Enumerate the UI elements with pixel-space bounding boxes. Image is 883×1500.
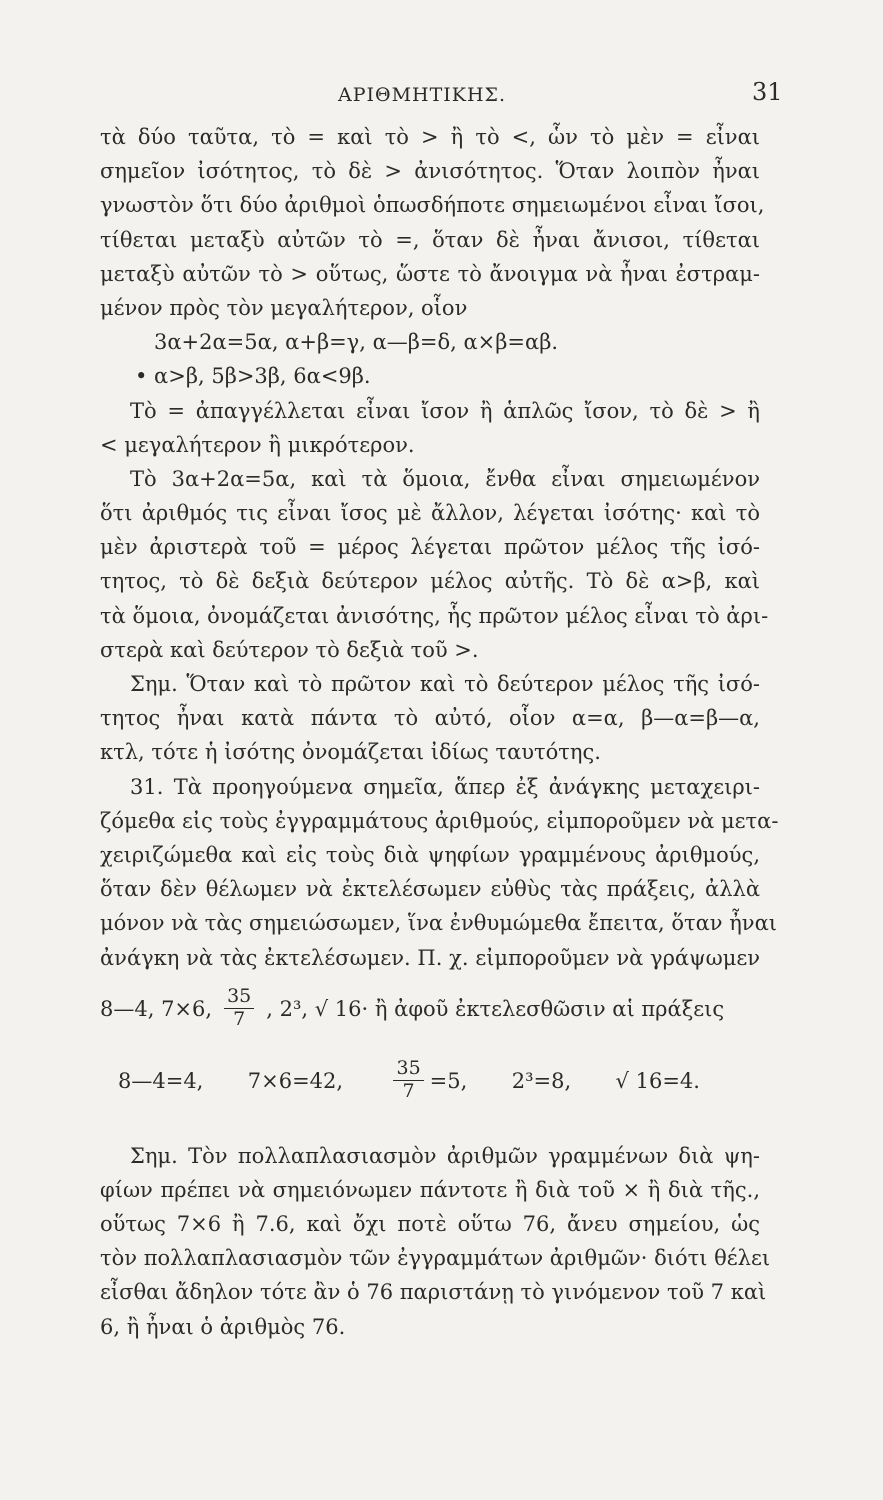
formula-line: 3α+2α=5α, α+β=γ, α—β=δ, α×β=αβ. — [154, 330, 559, 355]
note-line: τὸν πολλαπλασιασμὸν τῶν ἐγγραμμάτων ἀριθμῶν· διότι θέλει — [100, 1246, 771, 1271]
text-line: Τὸ = ἀπαγγέλλεται εἶναι ἴσον ἢ ἁπλῶς ἴσον, τὸ δὲ > ἢ — [130, 398, 760, 423]
result-subtraction: 8—4=4, — [118, 1068, 204, 1093]
result-multiplication: 7×6=42, — [247, 1068, 344, 1093]
body-text — [100, 120, 779, 1344]
text-line: ὅτι ἀριθμός τις εἶναι ἴσος μὲ ἄλλον, λέγεται ἰσότης· καὶ τὸ — [100, 501, 760, 526]
example-tail: , 2³, √ 16· ἢ ἀφοῦ ἐκτελεσθῶσιν αἱ πράξεις — [266, 996, 725, 1021]
running-title: ΑΡΙΘΜΗΤΙΚΗΣ. — [338, 84, 507, 106]
text-line: ὅταν δὲν θέλωμεν νὰ ἐκτελέσωμεν εὐθὺς τὰς πράξεις, ἀλλὰ — [100, 877, 760, 902]
example-lead: 8—4, 7×6, — [100, 996, 213, 1021]
text-line: γνωστὸν ὅτι δύο ἀριθμοὶ ὁπωσδήποτε σημειωμένοι εἶναι ἴσοι, — [100, 193, 765, 218]
text-line: χειριζώμεθα καὶ εἰς τοὺς διὰ ψηφίων γραμμένους ἀριθμούς, — [100, 842, 760, 867]
note-line: Σημ. Τὸν πολλαπλασιασμὸν ἀριθμῶν γραμμένων διὰ ψη- — [130, 1143, 760, 1168]
text-line: στερὰ καὶ δεύτερον τὸ δεξιὰ τοῦ >. — [100, 637, 479, 662]
page-number: 31 — [752, 78, 783, 106]
text-line: μεταξὺ αὐτῶν τὸ > οὕτως, ὥστε τὸ ἄνοιγμα νὰ ἦναι ἐστραμ- — [100, 261, 760, 286]
formula-line: • α>β, 5β>3β, 6α<9β. — [135, 364, 371, 389]
fraction-denominator: 7 — [233, 1008, 246, 1031]
text-line: Σημ. Ὅταν καὶ τὸ πρῶτον καὶ τὸ δεύτερον μέλος τῆς ἰσό- — [130, 672, 760, 696]
spacer — [100, 1119, 760, 1139]
section-start-line: 31. Τὰ προηγούμενα σημεῖα, ἅπερ ἐξ ἀνάγκης μεταχειρι- — [130, 774, 760, 799]
text-line: ἀνάγκη νὰ τὰς ἐκτελέσωμεν. Π. χ. εἰμποροῦμεν νὰ γράψωμεν — [100, 945, 760, 970]
note-line: 6, ἢ ἦναι ὁ ἀριθμὸς 76. — [100, 1314, 346, 1339]
example-notation — [100, 975, 760, 1043]
text-line: Τὸ 3α+2α=5α, καὶ τὰ ὅμοια, ἔνθα εἶναι σημειωμένον — [130, 466, 760, 491]
page-header — [0, 78, 883, 114]
fraction-numerator: 35 — [393, 1058, 423, 1081]
text-line: τὰ ὅμοια, ὀνομάζεται ἀνισότης, ἧς πρῶτον μέλος εἶναι τὸ ἀρι- — [100, 603, 769, 628]
text-line: κτλ, τότε ἡ ἰσότης ὀνομάζεται ἰδίως ταυτότης. — [100, 740, 601, 765]
division-value: =5, — [429, 1068, 468, 1093]
fraction — [393, 1058, 423, 1103]
text-line: ζόμεθα εἰς τοὺς ἐγγραμμάτους ἀριθμούς, εἰμποροῦμεν νὰ μετα- — [100, 808, 779, 833]
fraction — [224, 986, 254, 1031]
text-line: μένον πρὸς τὸν μεγαλήτερον, οἷον — [100, 295, 468, 320]
text-line: μὲν ἀριστερὰ τοῦ = μέρος λέγεται πρῶτον μέλος τῆς ἰσό- — [100, 535, 760, 560]
text-line: < μεγαλήτερον ἢ μικρότερον. — [100, 432, 415, 457]
note-line: φίων πρέπει νὰ σημειόνωμεν πάντοτε ἢ διὰ τοῦ × ἢ διὰ τῆς., — [100, 1177, 760, 1202]
note-line: εἶσθαι ἄδηλον τότε ἂν ὁ 76 παριστάνῃ τὸ γινόμενον τοῦ 7 καὶ — [100, 1280, 767, 1305]
fraction-numerator: 35 — [224, 986, 254, 1009]
text-line: τὰ δύο ταῦτα, τὸ = καὶ τὸ > ἢ τὸ <, ὧν τὸ μὲν = εἶναι — [100, 125, 760, 149]
fraction-denominator: 7 — [402, 1080, 415, 1103]
text-line: τητος ἦναι κατὰ πάντα τὸ αὐτό, οἷον α=α, β—α=β—α, — [100, 706, 760, 731]
note-line: οὕτως 7×6 ἢ 7.6, καὶ ὄχι ποτὲ οὕτω 76, ἄνευ σημείου, ὡς — [100, 1212, 760, 1237]
text-line: σημεῖον ἰσότητος, τὸ δὲ > ἀνισότητος. Ὅταν λοιπὸν ἦναι — [100, 159, 760, 184]
result-division — [387, 1058, 467, 1103]
text-line: τητος, τὸ δὲ δεξιὰ δεύτερον μέλος αὐτῆς. Τὸ δὲ α>β, καὶ — [100, 569, 760, 594]
text-line: τίθεται μεταξὺ αὐτῶν τὸ =, ὅταν δὲ ἦναι ἄνισοι, τίθεται — [100, 227, 760, 252]
example-results — [100, 1043, 760, 1119]
text-line: μόνον νὰ τὰς σημειώσωμεν, ἵνα ἐνθυμώμεθα ἔπειτα, ὅταν ἦναι — [100, 911, 777, 936]
result-root: √ 16=4. — [615, 1068, 700, 1093]
result-power: 2³=8, — [511, 1068, 572, 1093]
